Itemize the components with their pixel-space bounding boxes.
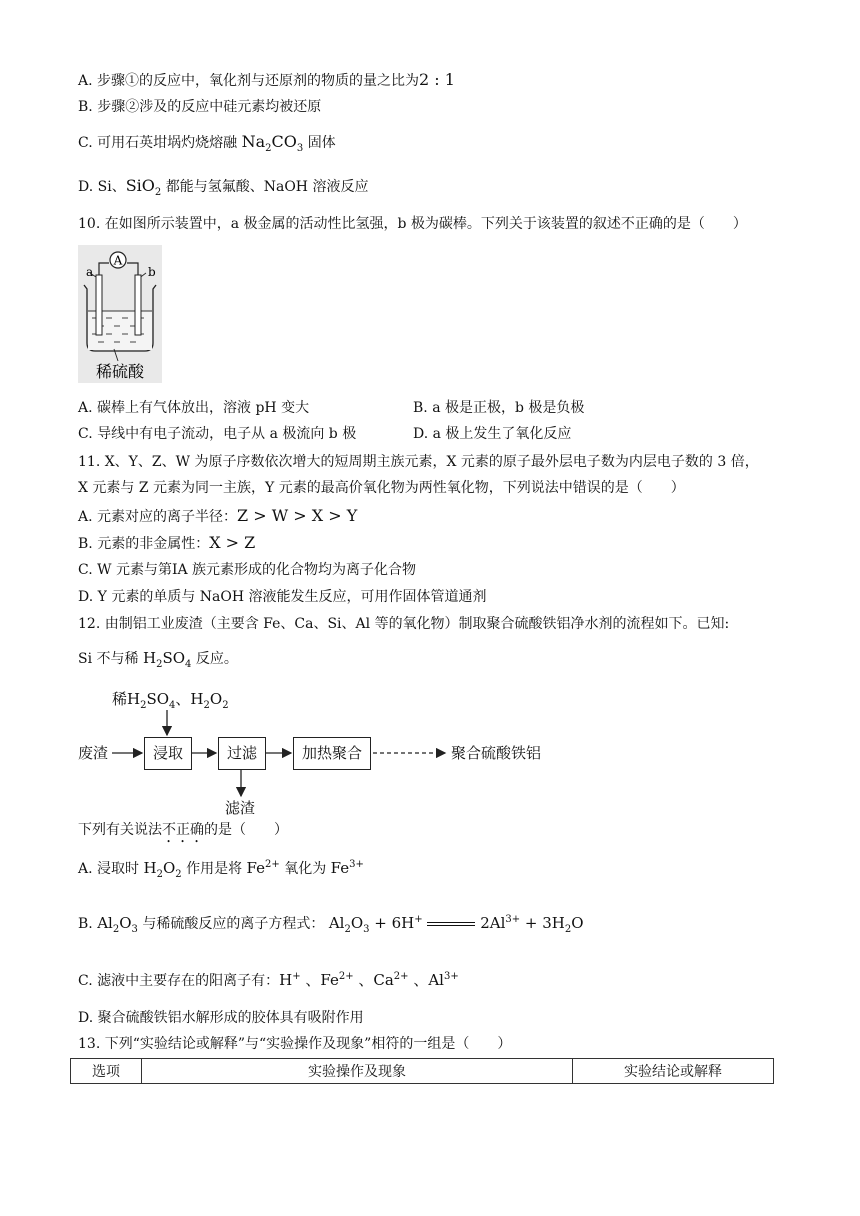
table-header-operation: 实验操作及现象: [142, 1059, 573, 1084]
q12-ask: 下列有关说法不正确的是（ ）: [78, 822, 288, 838]
electrode-b-label: b: [148, 265, 156, 279]
q10-stem: 10. 在如图所示装置中，a 极金属的活动性比氢强，b 极为碳棒。下列关于该装置的叙述不正确的是（ ）: [78, 216, 747, 232]
q9-option-a: A. 步骤①的反应中，氧化剂与还原剂的物质的量之比为2 : 1: [78, 70, 455, 89]
table-header-row: [71, 1059, 774, 1084]
table-header-conclusion: 实验结论或解释: [573, 1059, 774, 1084]
q13-stem: 13. 下列“实验结论或解释”与“实验操作及现象”相符的一组是（ ）: [78, 1036, 512, 1052]
q12-stem-line1: 12. 由制铝工业废渣（主要含 Fe、Ca、Si、Al 等的氧化物）制取聚合硫酸铁铝净水剂的流程如下。已知:: [78, 616, 730, 632]
flow-step-leach: 浸取: [144, 737, 192, 770]
q10-option-c: C. 导线中有电子流动，电子从 a 极流向 b 极: [78, 426, 357, 442]
flow-product-label: 聚合硫酸铁铝: [451, 744, 542, 762]
q12-option-d: D. 聚合硫酸铁铝水解形成的胶体具有吸附作用: [78, 1010, 364, 1026]
q12-option-b: B. $Al_2O_3$ 与稀硫酸反应的离子方程式： $Al_2O_3 + 6H^+$ $2Al^{3+} + 3H_2O$: [78, 914, 584, 935]
q9-option-b: B. 步骤②涉及的反应中硅元素均被还原: [78, 99, 322, 115]
table-header-option: 选项: [71, 1059, 142, 1084]
q12-option-a: A. 浸取时 $H_2O_2$ 作用是将 $Fe^{2+}$ 氧化为 $Fe^{3+}$: [78, 859, 364, 880]
q11-option-b: B. 元素的非金属性：X > Z: [78, 533, 256, 552]
electrode-a-label: a: [86, 265, 94, 279]
q11-stem-line2: X 元素与 Z 元素为同一主族，Y 元素的最高价氧化物为两性氧化物，下列说法中错误的是（ ）: [78, 480, 685, 496]
q10-option-a: A. 碳棒上有气体放出，溶液 pH 变大: [78, 400, 310, 416]
flow-input-label: 废渣: [78, 744, 109, 762]
solution-label: 稀硫酸: [95, 362, 145, 381]
q10-option-d: D. a 极上发生了氧化反应: [413, 426, 572, 442]
q11-option-c: C. W 元素与第ⅠA 族元素形成的化合物均为离子化合物: [78, 562, 417, 578]
q11-option-d: D. Y 元素的单质与 NaOH 溶液能发生反应，可用作固体管道通剂: [78, 589, 487, 605]
q9-option-d: D. Si、SiO$_2$ 都能与氢氟酸、NaOH 溶液反应: [78, 176, 369, 199]
q12-option-c: C. 滤液中主要存在的阳离子有：H+ 、$Fe^{2+}$ 、$Ca^{2+}$ 、$Al^{3+}$: [78, 971, 459, 989]
q11-stem-line1: 11. X、Y、Z、W 为原子序数依次增大的短周期主族元素，X 元素的原子最外层电子数为内层电子数的 3 倍，: [78, 454, 759, 470]
q13-table: [70, 1058, 774, 1084]
q11-option-a: A. 元素对应的离子半径：Z > W > X > Y: [78, 506, 358, 525]
q9-option-c: C. 可用石英坩埚灼烧熔融 $Na_2CO_3$ 固体: [78, 132, 336, 155]
flow-residue-label: 滤渣: [225, 799, 256, 817]
q10-option-b: B. a 极是正极，b 极是负极: [413, 400, 585, 416]
flow-reagent-label: 稀$H_2SO_4$、$H_2O_2$: [112, 690, 229, 711]
ammeter-label: A: [113, 253, 123, 268]
flow-step-heat-polymerize: 加热聚合: [293, 737, 371, 770]
flow-step-filter: 过滤: [218, 737, 266, 770]
q12-stem-line2: Si 不与稀 $H_2SO_4$ 反应。: [78, 649, 238, 670]
